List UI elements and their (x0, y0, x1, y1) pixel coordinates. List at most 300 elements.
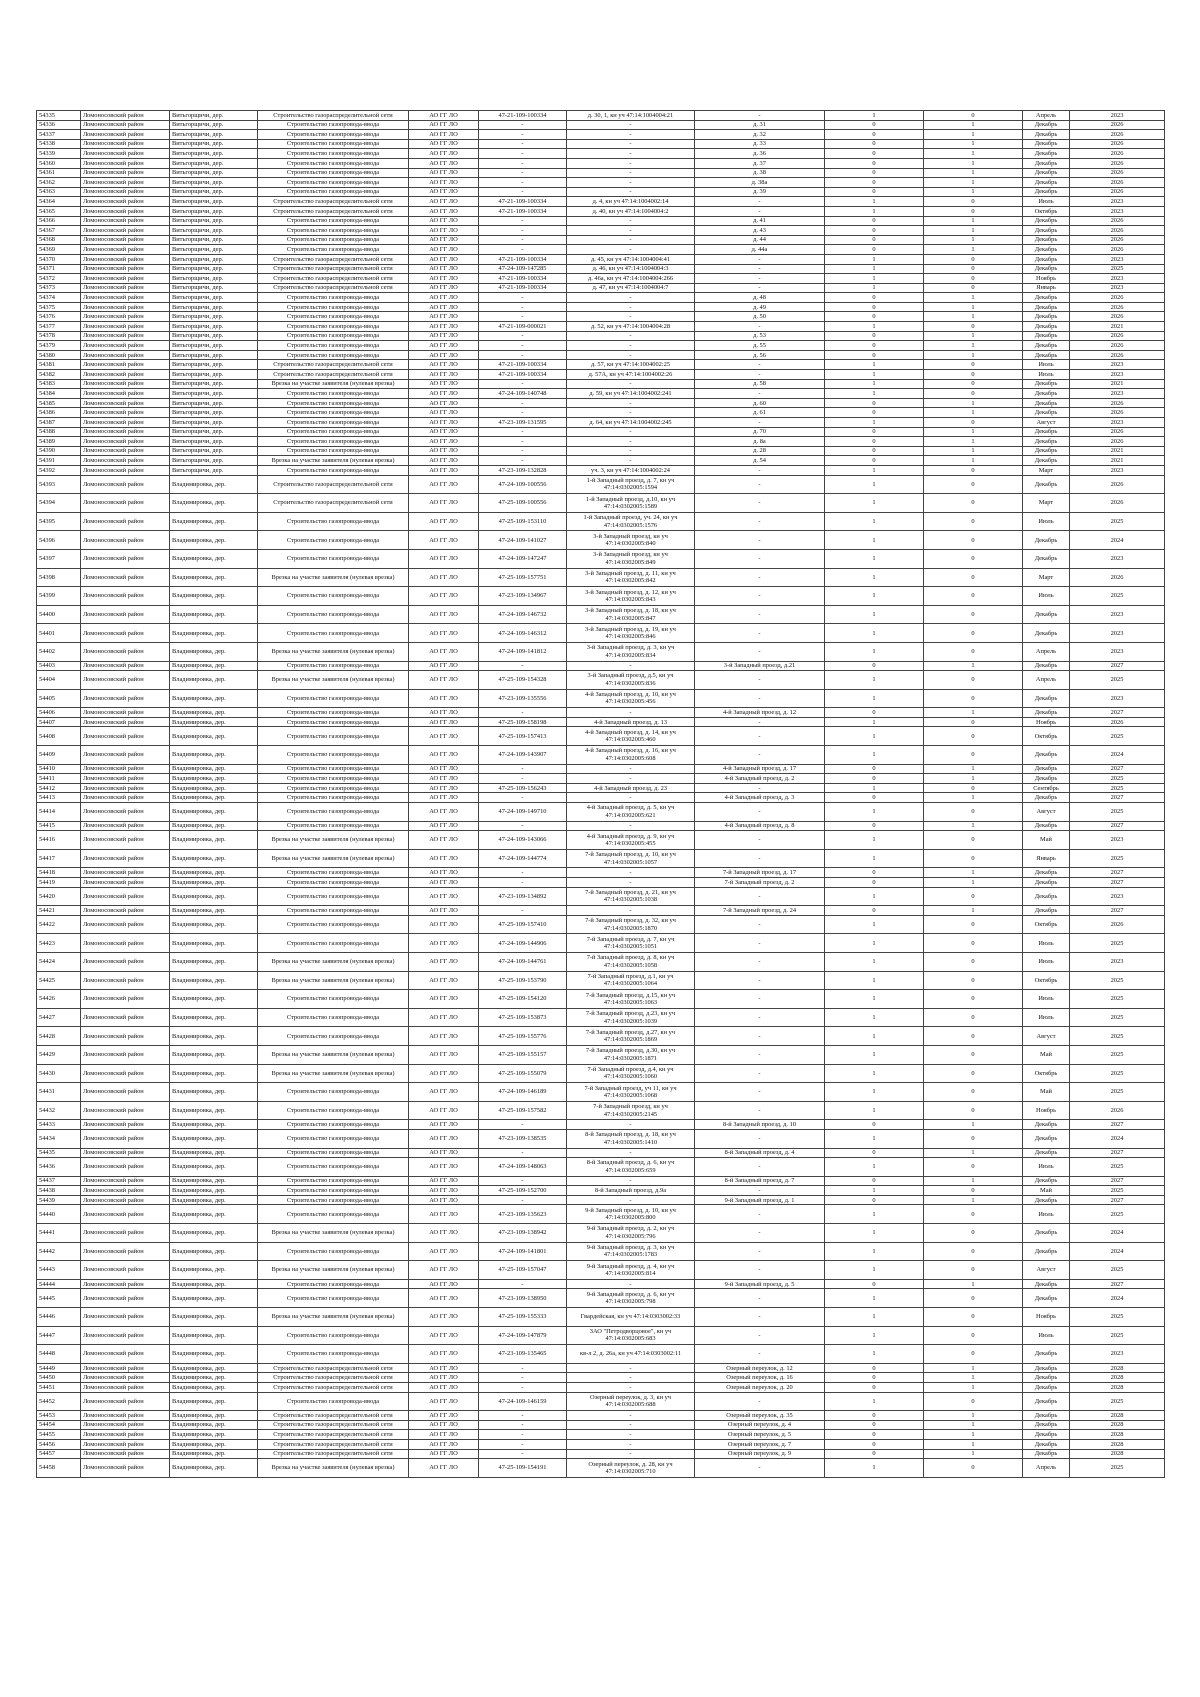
settlement-cell: Витьгорщичи, дер. (170, 158, 258, 168)
organization-cell: АО ГГ ЛО (409, 717, 479, 727)
row-number-cell: 54338 (37, 139, 81, 149)
row-number-cell: 54393 (37, 475, 81, 494)
row-number-cell: 54378 (37, 331, 81, 341)
month-cell: Декабрь (1023, 302, 1070, 312)
application-number-cell: - (479, 878, 567, 888)
year-cell: 2026 (1070, 568, 1165, 587)
table-row (37, 1205, 1165, 1224)
settlement-cell: Витьгорщичи, дер. (170, 389, 258, 399)
work-type-cell: Строительство газопровода-ввода (258, 783, 409, 793)
settlement-cell: Владимировка, дер. (170, 1439, 258, 1449)
application-number-cell: - (479, 427, 567, 437)
district-cell: Ломоносовский район (81, 1129, 170, 1148)
organization-cell: АО ГГ ЛО (409, 746, 479, 765)
settlement-cell: Владимировка, дер. (170, 906, 258, 916)
count-contracted-cell: 1 (825, 934, 924, 953)
settlement-cell: Владимировка, дер. (170, 494, 258, 513)
month-cell: Июль (1023, 1326, 1070, 1345)
year-cell: 2023 (1070, 887, 1165, 906)
address-planned-cell: - (695, 418, 825, 428)
month-cell: Декабрь (1023, 235, 1070, 245)
work-type-cell: Строительство газопровода-ввода (258, 1083, 409, 1102)
settlement-cell: Витьгорщичи, дер. (170, 370, 258, 380)
settlement-cell: Владимировка, дер. (170, 1326, 258, 1345)
work-type-cell: Врезка на участке заявителя (нулевая врезка) (258, 456, 409, 466)
address-planned-cell: д. 38 (695, 168, 825, 178)
address-planned-cell: д. 31 (695, 120, 825, 130)
organization-cell: АО ГГ ЛО (409, 1195, 479, 1205)
address-with-cadastral-cell: д. 52, кн уч 47:14:1004004:28 (567, 322, 695, 332)
application-number-cell: - (479, 139, 567, 149)
address-with-cadastral-cell: д. 4, кн уч 47:14:1004002:14 (567, 197, 695, 207)
count-contracted-cell: 1 (825, 671, 924, 690)
organization-cell: АО ГГ ЛО (409, 708, 479, 718)
count-planned-cell: 1 (924, 1120, 1023, 1130)
address-with-cadastral-cell: - (567, 1195, 695, 1205)
work-type-cell: Строительство газопровода-ввода (258, 331, 409, 341)
row-number-cell: 54403 (37, 661, 81, 671)
address-with-cadastral-cell: 9-й Западный проезд, д. 6, кн уч 47:14:0302005:798 (567, 1289, 695, 1308)
address-planned-cell: 4-й Западный проезд, д. 3 (695, 793, 825, 803)
count-planned-cell: 0 (924, 1224, 1023, 1243)
month-cell: Ноябрь (1023, 1308, 1070, 1327)
work-type-cell: Строительство газопровода-ввода (258, 821, 409, 831)
district-cell: Ломоносовский район (81, 906, 170, 916)
row-number-cell: 54438 (37, 1186, 81, 1196)
table-row (37, 671, 1165, 690)
organization-cell: АО ГГ ЛО (409, 360, 479, 370)
month-cell: Июль (1023, 1158, 1070, 1177)
settlement-cell: Владимировка, дер. (170, 887, 258, 906)
address-with-cadastral-cell: - (567, 350, 695, 360)
count-planned-cell: 0 (924, 264, 1023, 274)
settlement-cell: Владимировка, дер. (170, 624, 258, 643)
month-cell: Декабрь (1023, 178, 1070, 188)
settlement-cell: Владимировка, дер. (170, 1383, 258, 1393)
address-planned-cell: д. 38а (695, 178, 825, 188)
count-planned-cell: 1 (924, 293, 1023, 303)
work-type-cell: Врезка на участке заявителя (нулевая врезка) (258, 642, 409, 661)
table-row (37, 456, 1165, 466)
organization-cell: АО ГГ ЛО (409, 549, 479, 568)
district-cell: Ломоносовский район (81, 245, 170, 255)
table-row (37, 1083, 1165, 1102)
count-contracted-cell: 0 (825, 1411, 924, 1421)
application-number-cell: - (479, 437, 567, 447)
settlement-cell: Витьгорщичи, дер. (170, 302, 258, 312)
settlement-cell: Владимировка, дер. (170, 1195, 258, 1205)
address-with-cadastral-cell: д. 40, кн уч 47:14:1004004:2 (567, 206, 695, 216)
row-number-cell: 54381 (37, 360, 81, 370)
organization-cell: АО ГГ ЛО (409, 456, 479, 466)
address-planned-cell: - (695, 1129, 825, 1148)
address-planned-cell: - (695, 389, 825, 399)
count-planned-cell: 0 (924, 1345, 1023, 1364)
month-cell: Декабрь (1023, 821, 1070, 831)
row-number-cell: 54451 (37, 1383, 81, 1393)
organization-cell: АО ГГ ЛО (409, 111, 479, 121)
count-contracted-cell: 1 (825, 1158, 924, 1177)
year-cell: 2021 (1070, 456, 1165, 466)
application-number-cell: - (479, 331, 567, 341)
row-number-cell: 54365 (37, 206, 81, 216)
address-planned-cell: - (695, 990, 825, 1009)
work-type-cell: Строительство газопровода-ввода (258, 168, 409, 178)
address-planned-cell: д. 50 (695, 312, 825, 322)
count-planned-cell: 0 (924, 1064, 1023, 1083)
address-with-cadastral-cell: 9-й Западный проезд, д. 10, кн уч 47:14:0302005:800 (567, 1205, 695, 1224)
row-number-cell: 54395 (37, 512, 81, 531)
settlement-cell: Владимировка, дер. (170, 831, 258, 850)
row-number-cell: 54455 (37, 1430, 81, 1440)
settlement-cell: Владимировка, дер. (170, 1224, 258, 1243)
work-type-cell: Врезка на участке заявителя (нулевая врезка) (258, 568, 409, 587)
work-type-cell: Врезка на участке заявителя (нулевая врезка) (258, 952, 409, 971)
application-number-cell: - (479, 774, 567, 784)
address-with-cadastral-cell: д. 57, кн уч 47:14:1004002:25 (567, 360, 695, 370)
application-number-cell: 47-25-109-155333 (479, 1308, 567, 1327)
settlement-cell: Витьгорщичи, дер. (170, 274, 258, 284)
count-planned-cell: 0 (924, 206, 1023, 216)
settlement-cell: Витьгорщичи, дер. (170, 312, 258, 322)
district-cell: Ломоносовский район (81, 708, 170, 718)
row-number-cell: 54432 (37, 1101, 81, 1120)
work-type-cell: Строительство газопровода-ввода (258, 1392, 409, 1411)
address-planned-cell: - (695, 1008, 825, 1027)
count-contracted-cell: 0 (825, 216, 924, 226)
district-cell: Ломоносовский район (81, 1373, 170, 1383)
table-row (37, 1326, 1165, 1345)
address-planned-cell: - (695, 624, 825, 643)
district-cell: Ломоносовский район (81, 1158, 170, 1177)
organization-cell: АО ГГ ЛО (409, 661, 479, 671)
table-row (37, 1308, 1165, 1327)
year-cell: 2026 (1070, 312, 1165, 322)
settlement-cell: Владимировка, дер. (170, 1064, 258, 1083)
work-type-cell: Строительство газопровода-ввода (258, 216, 409, 226)
count-planned-cell: 0 (924, 605, 1023, 624)
application-number-cell: 47-23-109-132828 (479, 465, 567, 475)
address-with-cadastral-cell: д. 47, кн уч 47:14:1004004:7 (567, 283, 695, 293)
month-cell: Декабрь (1023, 689, 1070, 708)
settlement-cell: Витьгорщичи, дер. (170, 322, 258, 332)
count-planned-cell: 1 (924, 139, 1023, 149)
count-contracted-cell: 1 (825, 370, 924, 380)
month-cell: Декабрь (1023, 149, 1070, 159)
organization-cell: АО ГГ ЛО (409, 187, 479, 197)
month-cell: Декабрь (1023, 746, 1070, 765)
application-number-cell: 47-25-109-155776 (479, 1027, 567, 1046)
count-contracted-cell: 0 (825, 245, 924, 255)
year-cell: 2026 (1070, 120, 1165, 130)
row-number-cell: 54454 (37, 1420, 81, 1430)
table-row (37, 624, 1165, 643)
settlement-cell: Владимировка, дер. (170, 952, 258, 971)
table-row (37, 803, 1165, 822)
month-cell: Октябрь (1023, 971, 1070, 990)
settlement-cell: Владимировка, дер. (170, 1363, 258, 1373)
work-type-cell: Врезка на участке заявителя (нулевая врезка) (258, 379, 409, 389)
row-number-cell: 54374 (37, 293, 81, 303)
organization-cell: АО ГГ ЛО (409, 1242, 479, 1261)
address-planned-cell: д. 36 (695, 149, 825, 159)
row-number-cell: 54362 (37, 178, 81, 188)
application-number-cell: 47-24-109-144761 (479, 952, 567, 971)
count-planned-cell: 1 (924, 774, 1023, 784)
address-with-cadastral-cell: - (567, 235, 695, 245)
month-cell: Апрель (1023, 111, 1070, 121)
district-cell: Ломоносовский район (81, 1186, 170, 1196)
table-row (37, 906, 1165, 916)
year-cell: 2025 (1070, 1083, 1165, 1102)
count-contracted-cell: 1 (825, 1129, 924, 1148)
count-contracted-cell: 1 (825, 1045, 924, 1064)
organization-cell: АО ГГ ЛО (409, 934, 479, 953)
district-cell: Ломоносовский район (81, 341, 170, 351)
count-contracted-cell: 1 (825, 1101, 924, 1120)
organization-cell: АО ГГ ЛО (409, 139, 479, 149)
settlement-cell: Владимировка, дер. (170, 717, 258, 727)
address-with-cadastral-cell: 7-й Западный проезд, д.30, кн уч 47:14:0302005:1871 (567, 1045, 695, 1064)
district-cell: Ломоносовский район (81, 821, 170, 831)
year-cell: 2025 (1070, 1027, 1165, 1046)
organization-cell: АО ГГ ЛО (409, 1420, 479, 1430)
address-with-cadastral-cell: 7-й Западный проезд, д. 7, кн уч 47:14:0302005:1051 (567, 934, 695, 953)
year-cell: 2025 (1070, 587, 1165, 606)
work-type-cell: Строительство газопровода-ввода (258, 465, 409, 475)
table-row (37, 512, 1165, 531)
row-number-cell: 54399 (37, 587, 81, 606)
month-cell: Декабрь (1023, 531, 1070, 550)
month-cell: Июль (1023, 1205, 1070, 1224)
year-cell: 2026 (1070, 178, 1165, 188)
row-number-cell: 54376 (37, 312, 81, 322)
table-row (37, 793, 1165, 803)
organization-cell: АО ГГ ЛО (409, 331, 479, 341)
address-with-cadastral-cell: - (567, 1120, 695, 1130)
count-planned-cell: 0 (924, 1027, 1023, 1046)
table-row (37, 661, 1165, 671)
count-planned-cell: 0 (924, 803, 1023, 822)
address-with-cadastral-cell: 3-й Западный проезд, д. 18, кн уч 47:14:0302005:847 (567, 605, 695, 624)
row-number-cell: 54412 (37, 783, 81, 793)
month-cell: Декабрь (1023, 1430, 1070, 1440)
district-cell: Ломоносовский район (81, 1449, 170, 1459)
row-number-cell: 54418 (37, 868, 81, 878)
settlement-cell: Владимировка, дер. (170, 803, 258, 822)
row-number-cell: 54434 (37, 1129, 81, 1148)
organization-cell: АО ГГ ЛО (409, 149, 479, 159)
application-number-cell: 47-23-109-135465 (479, 1345, 567, 1364)
address-with-cadastral-cell: - (567, 130, 695, 140)
year-cell: 2025 (1070, 1261, 1165, 1280)
work-type-cell: Строительство газопровода-ввода (258, 717, 409, 727)
district-cell: Ломоносовский район (81, 168, 170, 178)
table-row (37, 1224, 1165, 1243)
count-contracted-cell: 0 (825, 878, 924, 888)
month-cell: Декабрь (1023, 774, 1070, 784)
year-cell: 2026 (1070, 717, 1165, 727)
year-cell: 2023 (1070, 389, 1165, 399)
count-planned-cell: 1 (924, 868, 1023, 878)
month-cell: Декабрь (1023, 456, 1070, 466)
address-planned-cell: д. 37 (695, 158, 825, 168)
month-cell: Апрель (1023, 671, 1070, 690)
month-cell: Ноябрь (1023, 274, 1070, 284)
count-contracted-cell: 0 (825, 446, 924, 456)
month-cell: Декабрь (1023, 226, 1070, 236)
count-planned-cell: 0 (924, 389, 1023, 399)
address-planned-cell: Озерный переулок, д. 5 (695, 1430, 825, 1440)
settlement-cell: Владимировка, дер. (170, 531, 258, 550)
month-cell: Август (1023, 418, 1070, 428)
address-planned-cell: Озерный переулок, д. 9 (695, 1449, 825, 1459)
count-contracted-cell: 1 (825, 1345, 924, 1364)
address-with-cadastral-cell: - (567, 187, 695, 197)
district-cell: Ломоносовский район (81, 1345, 170, 1364)
district-cell: Ломоносовский район (81, 408, 170, 418)
month-cell: Декабрь (1023, 139, 1070, 149)
count-planned-cell: 1 (924, 1363, 1023, 1373)
row-number-cell: 54386 (37, 408, 81, 418)
district-cell: Ломоносовский район (81, 312, 170, 322)
row-number-cell: 54394 (37, 494, 81, 513)
organization-cell: АО ГГ ЛО (409, 389, 479, 399)
gas-connection-table (36, 110, 1165, 1478)
year-cell: 2026 (1070, 139, 1165, 149)
row-number-cell: 54391 (37, 456, 81, 466)
table-row (37, 245, 1165, 255)
organization-cell: АО ГГ ЛО (409, 1008, 479, 1027)
work-type-cell: Строительство газопровода-ввода (258, 1008, 409, 1027)
count-contracted-cell: 1 (825, 1064, 924, 1083)
count-planned-cell: 1 (924, 456, 1023, 466)
district-cell: Ломоносовский район (81, 302, 170, 312)
row-number-cell: 54417 (37, 849, 81, 868)
organization-cell: АО ГГ ЛО (409, 1289, 479, 1308)
application-number-cell: 47-25-109-100556 (479, 494, 567, 513)
month-cell: Октябрь (1023, 727, 1070, 746)
count-contracted-cell: 0 (825, 427, 924, 437)
count-planned-cell: 1 (924, 312, 1023, 322)
settlement-cell: Владимировка, дер. (170, 1158, 258, 1177)
month-cell: Октябрь (1023, 206, 1070, 216)
address-with-cadastral-cell: 4-й Западный проезд, д. 14, кн уч 47:14:0302005:460 (567, 727, 695, 746)
organization-cell: АО ГГ ЛО (409, 1363, 479, 1373)
row-number-cell: 54410 (37, 764, 81, 774)
district-cell: Ломоносовский район (81, 1439, 170, 1449)
application-number-cell: 47-24-109-144774 (479, 849, 567, 868)
year-cell: 2025 (1070, 1158, 1165, 1177)
count-contracted-cell: 0 (825, 341, 924, 351)
application-number-cell: 47-24-109-149710 (479, 803, 567, 822)
month-cell: Август (1023, 803, 1070, 822)
year-cell: 2027 (1070, 878, 1165, 888)
row-number-cell: 54339 (37, 149, 81, 159)
count-planned-cell: 1 (924, 226, 1023, 236)
work-type-cell: Строительство газопровода-ввода (258, 887, 409, 906)
address-with-cadastral-cell: - (567, 226, 695, 236)
address-planned-cell: Озерный переулок, д. 7 (695, 1439, 825, 1449)
table-row (37, 1242, 1165, 1261)
work-type-cell: Строительство газораспределительной сети (258, 370, 409, 380)
count-planned-cell: 0 (924, 370, 1023, 380)
address-planned-cell: д. 53 (695, 331, 825, 341)
district-cell: Ломоносовский район (81, 494, 170, 513)
application-number-cell: - (479, 158, 567, 168)
address-with-cadastral-cell: 3-й Западный проезд, д. 11, кн уч 47:14:0302005:842 (567, 568, 695, 587)
settlement-cell: Витьгорщичи, дер. (170, 427, 258, 437)
count-planned-cell: 0 (924, 1101, 1023, 1120)
count-planned-cell: 0 (924, 111, 1023, 121)
count-contracted-cell: 1 (825, 512, 924, 531)
settlement-cell: Витьгорщичи, дер. (170, 120, 258, 130)
settlement-cell: Владимировка, дер. (170, 1308, 258, 1327)
address-with-cadastral-cell: 8-й Западный проезд, д.9а (567, 1186, 695, 1196)
work-type-cell: Строительство газопровода-ввода (258, 1120, 409, 1130)
year-cell: 2026 (1070, 216, 1165, 226)
settlement-cell: Витьгорщичи, дер. (170, 254, 258, 264)
settlement-cell: Витьгорщичи, дер. (170, 111, 258, 121)
table-row (37, 1027, 1165, 1046)
application-number-cell: 47-21-109-000021 (479, 322, 567, 332)
count-planned-cell: 1 (924, 661, 1023, 671)
work-type-cell: Строительство газораспределительной сети (258, 494, 409, 513)
year-cell: 2023 (1070, 418, 1165, 428)
row-number-cell: 54416 (37, 831, 81, 850)
table-row (37, 868, 1165, 878)
organization-cell: АО ГГ ЛО (409, 642, 479, 661)
table-row (37, 331, 1165, 341)
application-number-cell: - (479, 149, 567, 159)
address-with-cadastral-cell: д. 59, кн уч 47:14:1004002:241 (567, 389, 695, 399)
district-cell: Ломоносовский район (81, 1261, 170, 1280)
address-with-cadastral-cell: - (567, 216, 695, 226)
month-cell: Август (1023, 1027, 1070, 1046)
row-number-cell: 54364 (37, 197, 81, 207)
settlement-cell: Владимировка, дер. (170, 764, 258, 774)
work-type-cell: Строительство газораспределительной сети (258, 197, 409, 207)
application-number-cell: 47-25-109-154120 (479, 990, 567, 1009)
count-planned-cell: 1 (924, 149, 1023, 159)
address-planned-cell: Озерный переулок, д. 12 (695, 1363, 825, 1373)
district-cell: Ломоносовский район (81, 139, 170, 149)
table-row (37, 350, 1165, 360)
year-cell: 2025 (1070, 512, 1165, 531)
row-number-cell: 54377 (37, 322, 81, 332)
year-cell: 2026 (1070, 494, 1165, 513)
row-number-cell: 54457 (37, 1449, 81, 1459)
district-cell: Ломоносовский район (81, 1242, 170, 1261)
settlement-cell: Витьгорщичи, дер. (170, 360, 258, 370)
row-number-cell: 54450 (37, 1373, 81, 1383)
address-planned-cell: - (695, 465, 825, 475)
row-number-cell: 54415 (37, 821, 81, 831)
count-planned-cell: 0 (924, 568, 1023, 587)
work-type-cell: Строительство газопровода-ввода (258, 708, 409, 718)
work-type-cell: Строительство газораспределительной сети (258, 111, 409, 121)
settlement-cell: Владимировка, дер. (170, 783, 258, 793)
address-planned-cell: д. 44 (695, 235, 825, 245)
table-row (37, 1420, 1165, 1430)
row-number-cell: 54430 (37, 1064, 81, 1083)
count-planned-cell: 0 (924, 727, 1023, 746)
address-planned-cell: - (695, 264, 825, 274)
year-cell: 2023 (1070, 283, 1165, 293)
organization-cell: АО ГГ ЛО (409, 1261, 479, 1280)
count-contracted-cell: 0 (825, 408, 924, 418)
table-row (37, 1411, 1165, 1421)
